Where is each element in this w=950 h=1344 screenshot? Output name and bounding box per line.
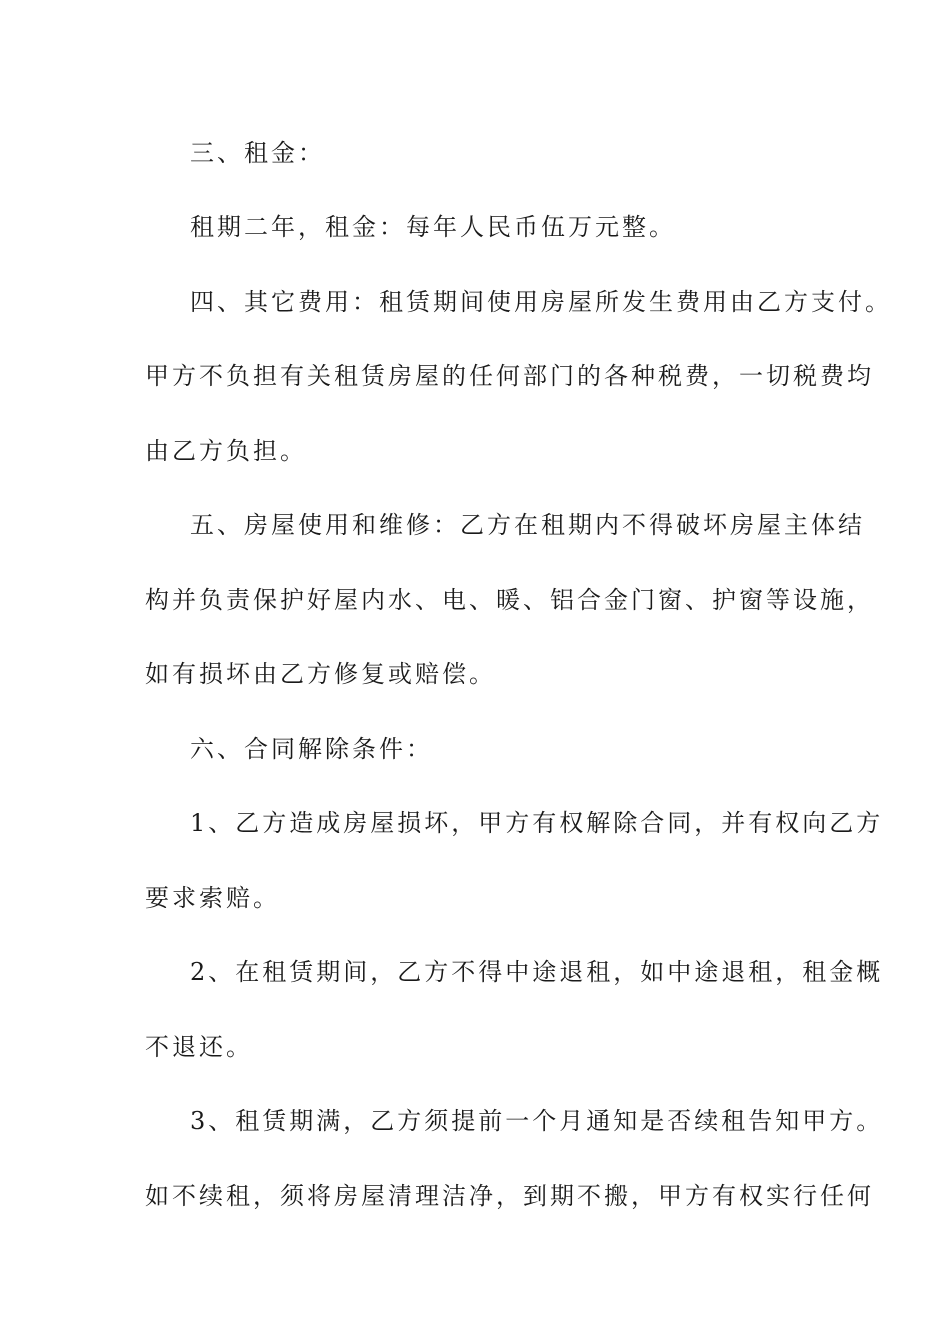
section-6-heading: 六、合同解除条件：	[190, 735, 433, 763]
section-3-heading: 三、租金：	[190, 139, 325, 167]
clause-1-line-2: 要求索赔。	[145, 884, 280, 912]
clause-2-line-2: 不退还。	[145, 1033, 253, 1061]
section-5-line-2: 构并负责保护好屋内水、电、暖、铝合金门窗、护窗等设施，	[145, 586, 874, 614]
section-4-line-3: 由乙方负担。	[145, 437, 307, 465]
clause-3-line-1: 3、租赁期满，乙方须提前一个月通知是否续租告知甲方。	[190, 1107, 884, 1135]
section-5-line-3: 如有损坏由乙方修复或赔偿。	[145, 660, 496, 688]
section-4-line-1: 四、其它费用：租赁期间使用房屋所发生费用由乙方支付。	[190, 288, 892, 316]
clause-1-line-1: 1、乙方造成房屋损坏，甲方有权解除合同，并有权向乙方	[190, 809, 884, 837]
section-5-line-1: 五、房屋使用和维修：乙方在租期内不得破坏房屋主体结	[190, 511, 865, 539]
rent-paragraph: 租期二年，租金：每年人民币伍万元整。	[190, 213, 676, 241]
clause-3-line-2: 如不续租，须将房屋清理洁净，到期不搬，甲方有权实行任何	[145, 1182, 874, 1210]
clause-2-line-1: 2、在租赁期间，乙方不得中途退租，如中途退租，租金概	[190, 958, 884, 986]
section-4-line-2: 甲方不负担有关租赁房屋的任何部门的各种税费，一切税费均	[145, 362, 874, 390]
